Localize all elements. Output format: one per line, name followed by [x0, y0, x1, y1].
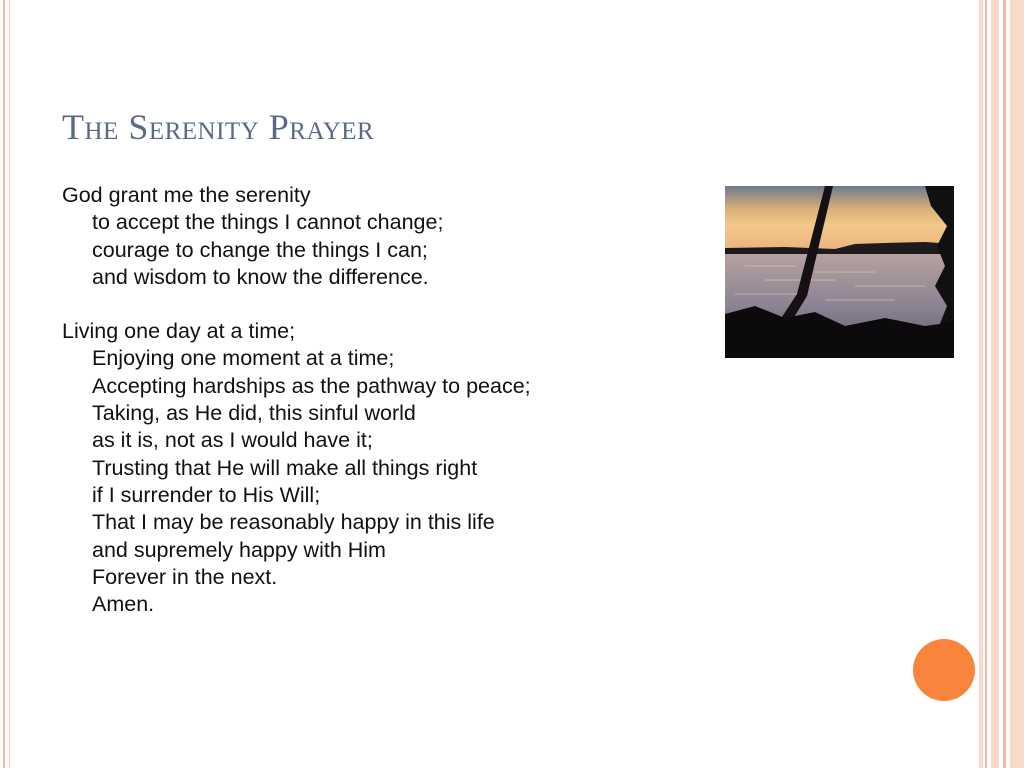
- prayer-line: Accepting hardships as the pathway to peace;: [92, 373, 531, 398]
- right-decorative-stripes: [979, 0, 1024, 768]
- orange-accent-circle: [913, 639, 975, 701]
- prayer-line: Enjoying one moment at a time;: [92, 346, 395, 371]
- prayer-line: God grant me the serenity: [62, 183, 311, 207]
- prayer-line: Forever in the next.: [92, 564, 278, 589]
- prayer-line: courage to change the things I can;: [92, 237, 428, 262]
- prayer-line: That I may be reasonably happy in this life: [92, 510, 495, 535]
- prayer-line: Trusting that He will make all things right: [92, 455, 478, 480]
- prayer-line: and wisdom to know the difference.: [92, 264, 429, 289]
- prayer-line: Living one day at a time;: [62, 319, 296, 344]
- prayer-line: and supremely happy with Him: [92, 537, 386, 562]
- stripe: [985, 0, 987, 768]
- stripe: [1003, 0, 1006, 768]
- left-border-line: [9, 0, 10, 768]
- stanza-2: [62, 318, 682, 618]
- prayer-text: [62, 182, 682, 618]
- prayer-line: Amen.: [92, 592, 155, 617]
- prayer-line: to accept the things I cannot change;: [92, 210, 444, 235]
- prayer-line: as it is, not as I would have it;: [92, 428, 373, 453]
- prayer-line: if I surrender to His Will;: [92, 482, 321, 507]
- stanza-1: [62, 182, 682, 291]
- stripe: [979, 0, 983, 768]
- sunset-lake-photo: [725, 186, 954, 358]
- stripe: [1010, 0, 1024, 768]
- left-border-line: [3, 0, 5, 768]
- stripe: [991, 0, 999, 768]
- slide-title: The Serenity Prayer: [62, 107, 375, 147]
- prayer-line: Taking, as He did, this sinful world: [92, 401, 416, 426]
